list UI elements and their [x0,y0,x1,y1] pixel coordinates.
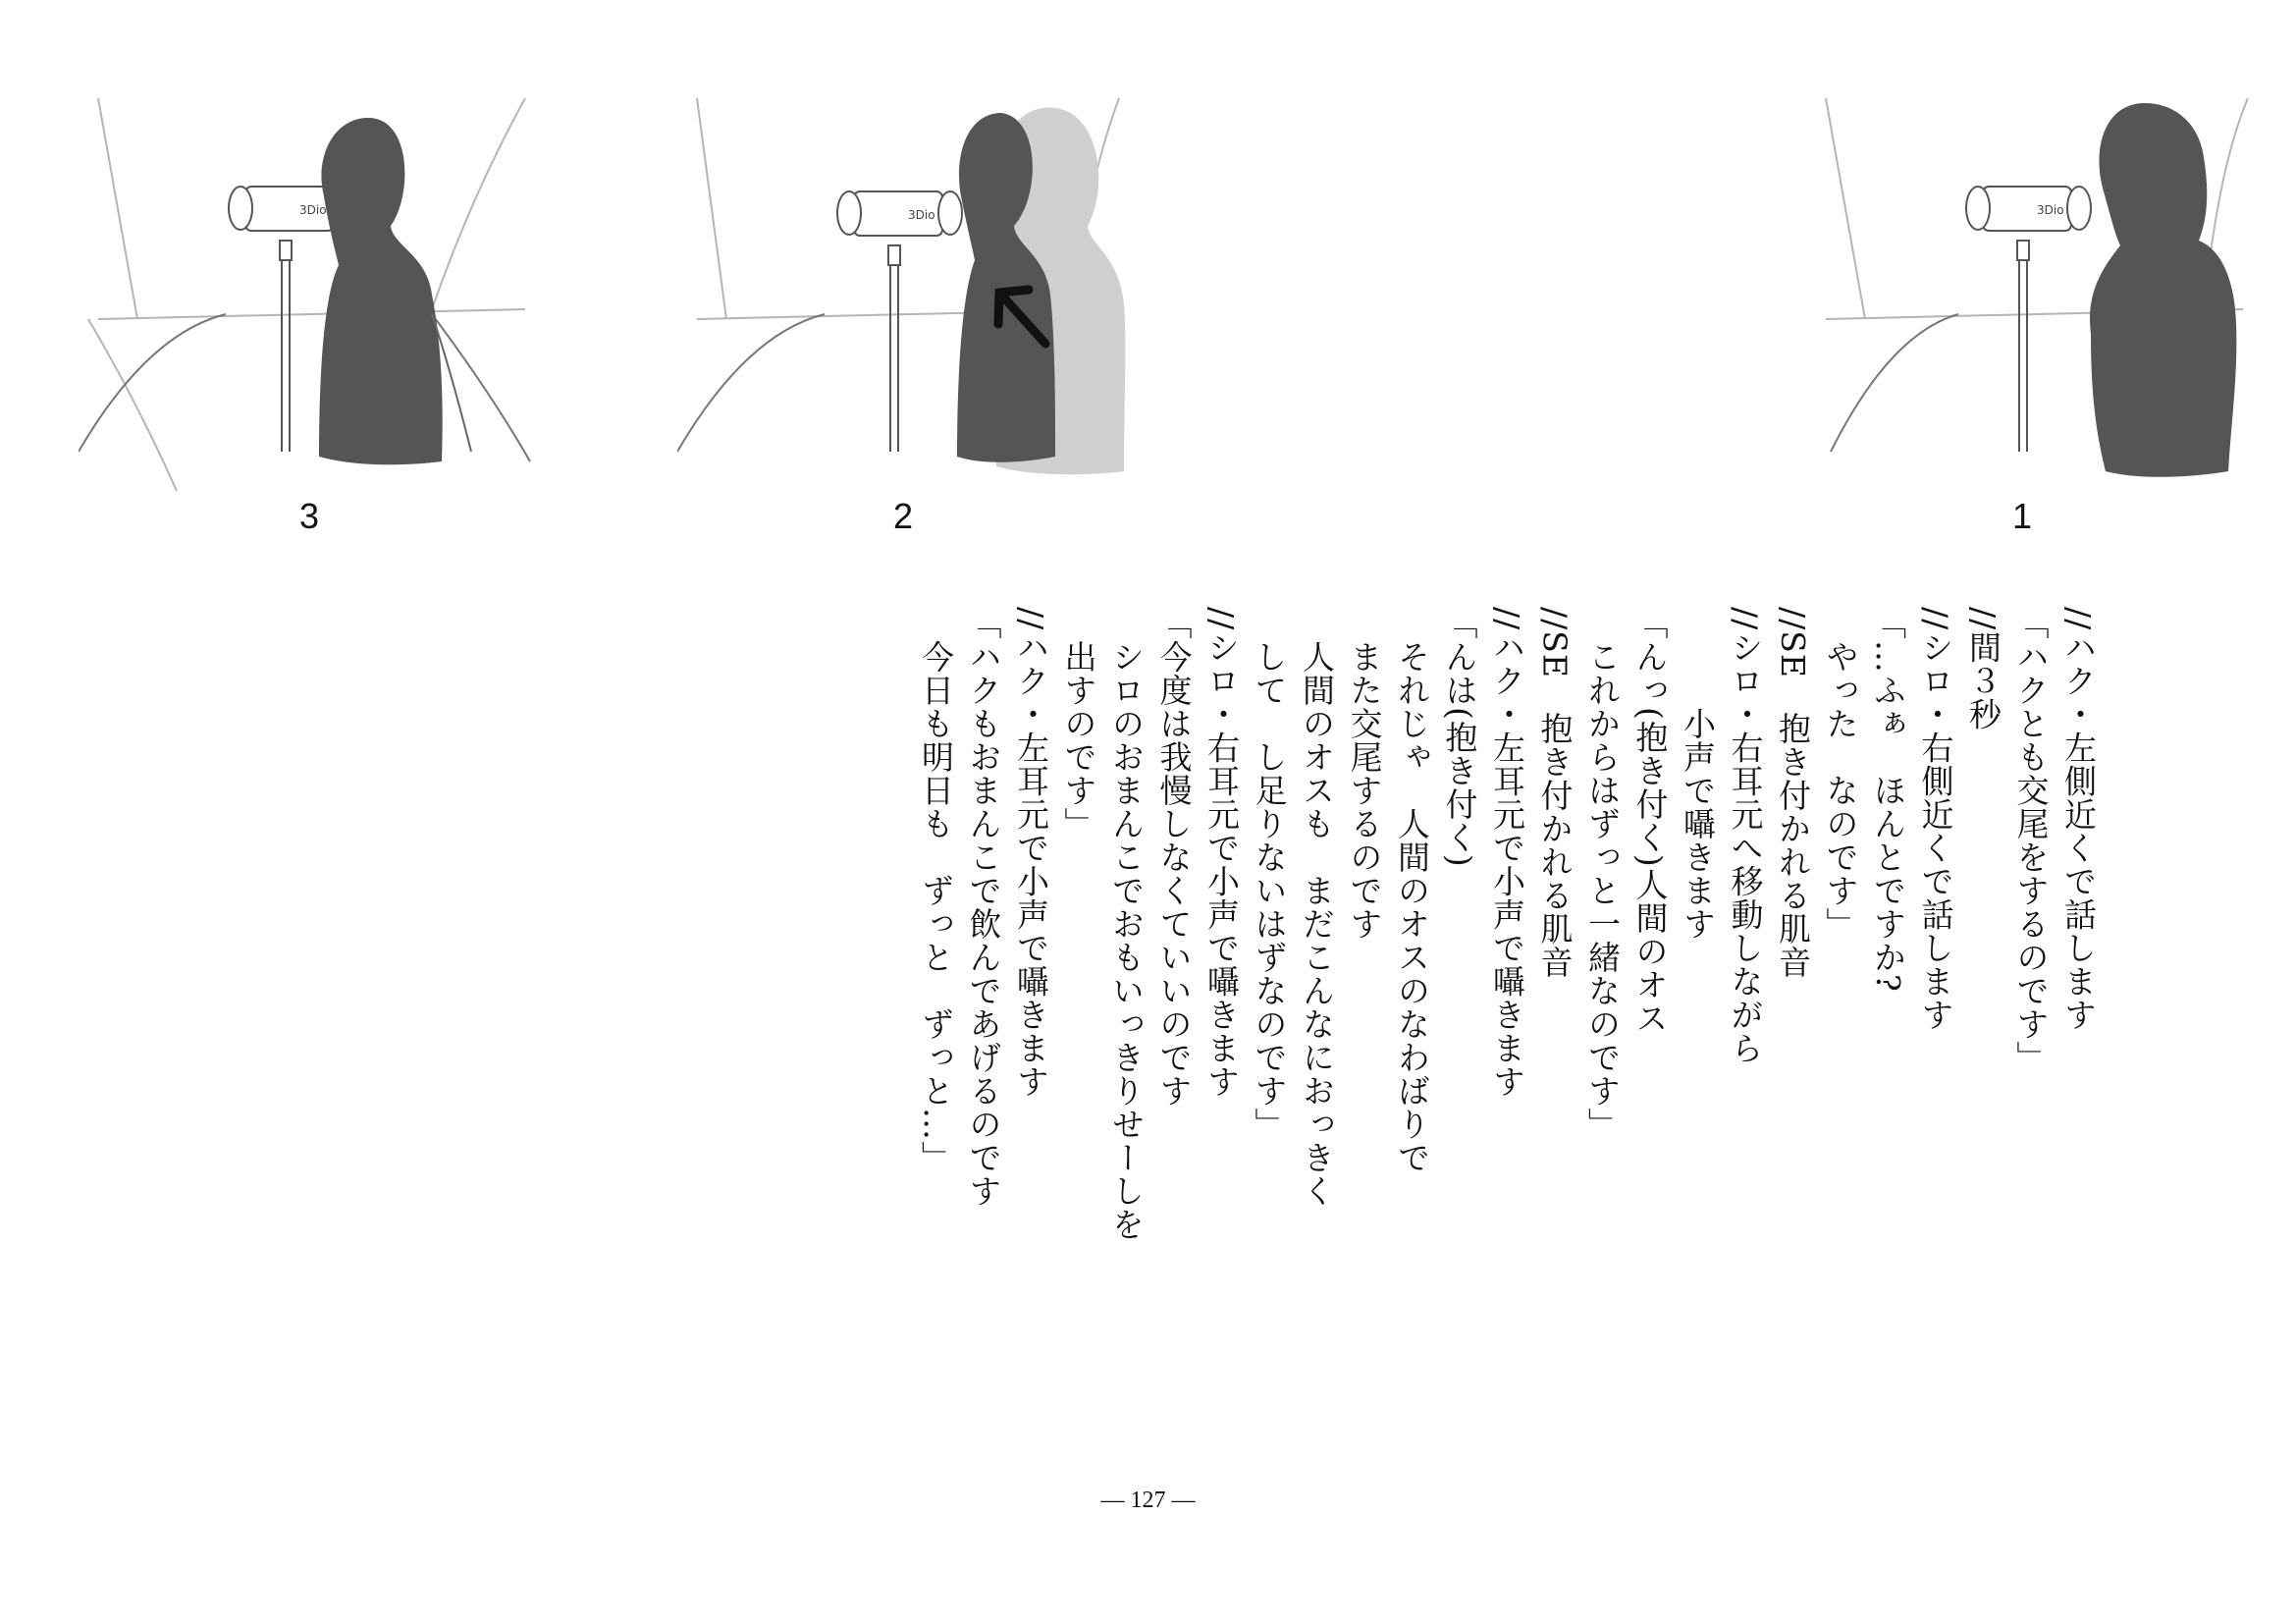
script-line: 「ハクとも交尾をするのです」 [2011,607,2051,1074]
panel-2-illustration [677,79,1148,491]
mic-label: 3Dio [299,203,327,217]
script-line: 「んは(抱き付く) [1440,607,1479,868]
binaural-mic-stand [837,191,962,452]
script-line: 「んっ(抱き付く)人間のオス [1630,607,1670,1035]
script-line: //SE 抱き付かれる肌音 [1535,607,1575,979]
mic-label: 3Dio [908,208,935,222]
silhouette [319,118,443,464]
storyboard-panel-2 [677,79,1148,491]
script-line: //シロ・右側近くで話します [1916,607,1955,1032]
panel-number-2: 2 [892,496,914,536]
storyboard-panel-1 [1811,79,2282,491]
panel-number-1: 1 [2011,496,2033,536]
script-line: //ハク・左側近くで話します [2059,607,2098,1032]
script-line: 小声で囁きます [1679,607,1717,941]
script-line: それじゃ 人間のオスのなわばりで [1393,607,1431,1174]
silhouette [2090,103,2236,477]
script-line: 今日も明日も ずっと ずっと…」 [917,607,955,1174]
script-line: 「ハクもおまんこで飲んであげるのです [964,607,1003,1208]
script-line: //SE 抱き付かれる肌音 [1774,607,1812,979]
script-line: //シロ・右耳元へ移動しながら [1726,607,1765,1065]
script-line: //ハク・左耳元で小声で囁きます [1488,607,1526,1099]
script-line: 「今度は我慢しなくていいのです [1154,607,1194,1108]
script-line: 出すのです」 [1059,607,1098,840]
script-line: また交尾するのです [1345,607,1384,941]
script-line: これからはずっと一緒なのです」 [1583,607,1622,1141]
storyboard-panel-3 [79,79,550,491]
script-line: 「…ふぁ ほんとですか? [1869,607,1907,993]
script-text [912,607,2103,1353]
script-line: やった なのです」 [1821,607,1860,941]
panel-number-3: 3 [298,496,320,536]
page-number: ― 127 ― [1100,1488,1196,1513]
script-line: //間３秒 [1964,607,2002,731]
script-line: シロのおまんこでおもいっきりせーしを [1107,607,1146,1241]
binaural-mic-stand [1966,187,2091,452]
panel-3-illustration [79,79,550,491]
script-line: して し足りないはずなのです」 [1250,607,1289,1141]
script-line: //シロ・右耳元で小声で囁きます [1202,607,1241,1099]
script-line: //ハク・左耳元で小声で囁きます [1012,607,1050,1099]
script-line: 人間のオスも まだこんなにおっきく [1298,607,1336,1208]
mic-label: 3Dio [2037,203,2064,217]
panel-1-illustration [1811,79,2282,491]
